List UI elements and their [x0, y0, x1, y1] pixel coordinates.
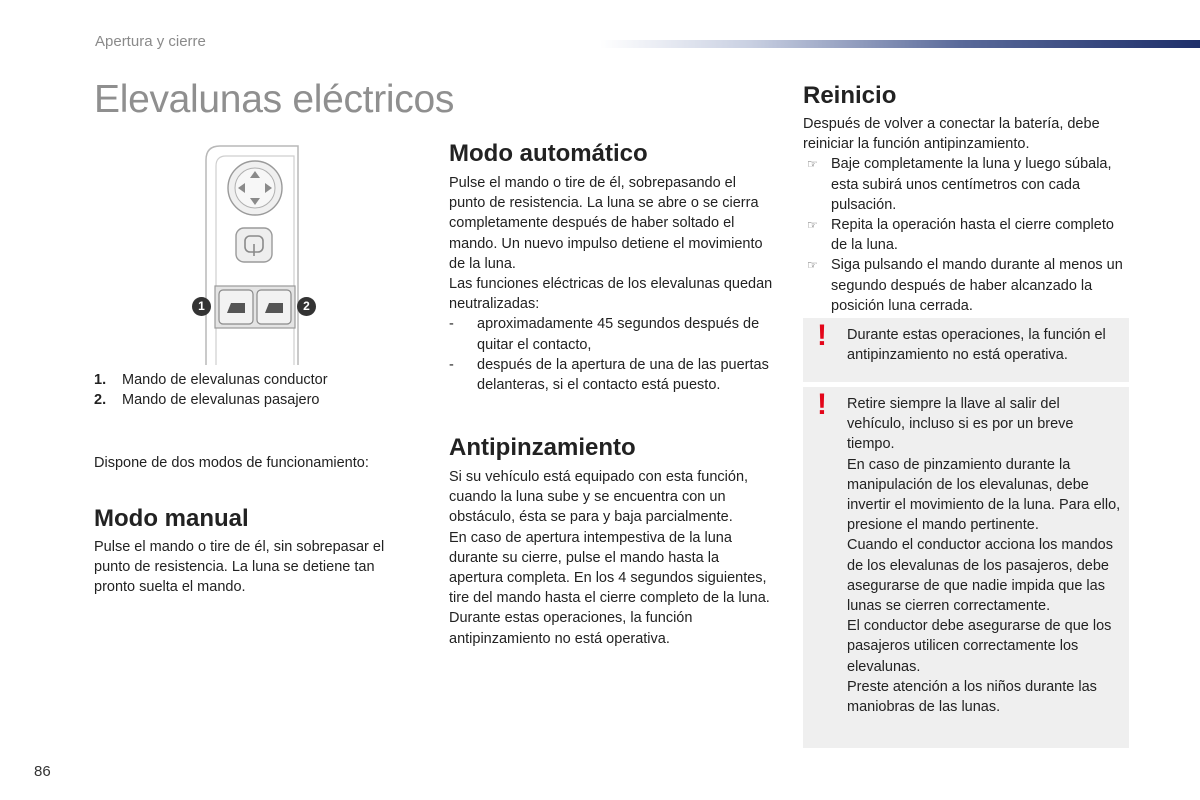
reinicio-steps — [803, 154, 1128, 316]
figure-legend — [94, 370, 414, 410]
legend-item: 1. Mando de elevalunas conductor — [94, 372, 328, 388]
window-switch-illustration — [190, 140, 320, 365]
modo-automatico-text: Pulse el mando o tire de él, sobrepasando el punto de resistencia. La luna se abre o se cierra completamente después de haber soltado el mando. Un nuevo impulso detiene el movimiento de la luna. Las funciones eléctricas de los elevalunas quedan neutralizadas: - aproximadamente 45 segundos después de quitar el contacto, - después de la apertura de una de las puertas delanteras, si el contacto está puesto. — [449, 173, 773, 395]
list-item: - aproximadamente 45 segundos después de quitar el contacto, — [449, 316, 760, 353]
page-number: 86 — [34, 763, 51, 780]
warning-box — [803, 387, 1129, 748]
callout-1: 1 — [192, 297, 211, 316]
intro-text: Dispone de dos modos de funcionamiento: — [94, 455, 369, 471]
heading-reinicio: Reinicio — [803, 82, 897, 109]
warning-text: Durante estas operaciones, la función el antipinzamiento no está operativa. — [847, 327, 1106, 364]
list-item: ☞ Siga pulsando el mando durante al menos un segundo después de haber alcanzado la posición luna cerrada. — [807, 257, 1123, 314]
section-label: Apertura y cierre — [95, 33, 206, 50]
neutralization-list — [449, 314, 773, 395]
page-title: Elevalunas eléctricos — [94, 78, 455, 121]
heading-modo-manual: Modo manual — [94, 505, 249, 532]
warning-icon: ! — [817, 388, 827, 421]
callout-2: 2 — [297, 297, 316, 316]
reinicio-text: Después de volver a conectar la batería, debe reiniciar la función antipinzamiento. ☞ Baje completamente la luna y luego súbala, esta subirá unos centímetros con cada pulsación. ☞ Repita la operación hasta el cierre completo de la luna. ☞ Siga pulsando el mando durante al menos un segundo después de haber alcanzado la posición luna cerrada. — [803, 114, 1128, 316]
antipinzamiento-text: Si su vehículo está equipado con esta función, cuando la luna sube y se encuentra con un obstáculo, ésta se para y baja parcialmente. En caso de apertura intempestiva de la luna durante su cierre, pulse el mando hasta la apertura completa. En los 4 segundos siguientes, tire del mando hasta el cierre completo de la luna. Durante estas operaciones, la función antipinzamiento no está operativa. — [449, 469, 770, 647]
legend-item: 2. Mando de elevalunas pasajero — [94, 392, 320, 409]
list-item: - después de la apertura de una de las puertas delanteras, si el contacto está puesto. — [449, 356, 769, 394]
heading-antipinzamiento: Antipinzamiento — [449, 434, 636, 461]
pointing-hand-icon: ☞ — [807, 157, 818, 172]
warning-box — [803, 318, 1129, 382]
warning-icon: ! — [817, 319, 827, 352]
list-item: ☞ Baje completamente la luna y luego súbala, esta subirá unos centímetros con cada pulsación. — [807, 156, 1112, 213]
pointing-hand-icon: ☞ — [807, 218, 818, 233]
modo-manual-text: Pulse el mando o tire de él, sin sobrepasar el punto de resistencia. La luna se detiene tan pronto suelta el mando. — [94, 539, 385, 596]
heading-modo-automatico: Modo automático — [449, 140, 648, 167]
header-bar — [600, 40, 1200, 48]
door-panel-icon — [190, 140, 320, 365]
list-item: ☞ Repita la operación hasta el cierre completo de la luna. — [807, 217, 1114, 254]
warning-text: Retire siempre la llave al salir del vehículo, incluso si es por un breve tiempo. En caso de pinzamiento durante la manipulación de los elevalunas, debe invertir el movimiento de la luna. Para ello, presione el mando pertinente. Cuando el conductor acciona los mandos de los elevalunas de los pasajeros, debe asegurarse de que nadie impida que las lunas se cierren correctamente. El conductor debe asegurarse de que los pasajeros utilicen correctamente los elevalunas. Preste atención a los niños durante las maniobras de las lunas. — [847, 396, 1121, 716]
pointing-hand-icon: ☞ — [807, 258, 818, 273]
